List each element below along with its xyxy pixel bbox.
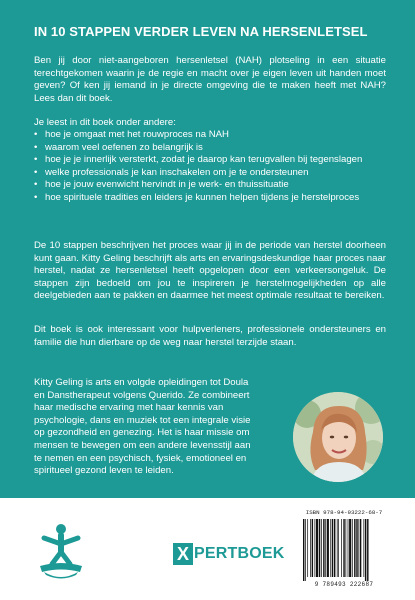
publisher-logo: [173, 542, 285, 566]
barcode-bar: [305, 519, 306, 581]
bullet-symbol: •: [34, 191, 38, 203]
author-bio-line: op gezondheid en genezing. Het is haar missie om: [34, 427, 250, 439]
barcode-bars: [301, 519, 387, 581]
barcode-bar: [332, 519, 333, 577]
author-bio-line: te nemen en een psychisch, fysiek, emotioneel en: [34, 452, 247, 464]
barcode-bar: [312, 519, 313, 577]
barcode-bar: [315, 519, 316, 577]
barcode-bar: [303, 519, 304, 581]
barcode-bar: [358, 519, 359, 577]
isbn-digits: 9 789493 222687: [314, 581, 374, 588]
barcode-bar: [343, 519, 344, 577]
bullet-symbol: •: [34, 179, 38, 191]
isbn-label: ISBN 978-94-93222-68-7: [305, 509, 383, 516]
intro-paragraph: Ben jij door niet-aangeboren hersenletsel (NAH) plotseling in een situatie terechtgekomen waarin je de regie en macht over je eigen leven uit handen moet geven? Of ken jij iemand in je directe omgeving die te maken heeft met NAH? Lees dan dit boek.: [34, 55, 386, 104]
author-bio-line: psychologie, dans en muziek tot een integrale visie: [34, 414, 251, 426]
barcode-bar: [307, 519, 308, 577]
steps-paragraph: De 10 stappen beschrijven het proces waar jij in de periode van herstel doorheen kunt gaan. Kitty Geling beschrijft als arts en ervaringsdeskundige haar proces naar herstel, nadat ze hersenletsel heeft opgelopen door een verkeersongeluk. De stappen zijn bedoeld om jou te inspireren je herstelmogelijkheden op alle deelgebieden aan te pakken en daarmee het meest optimale resultaat te bereiken.: [34, 240, 386, 302]
author-bio-line: en Danstherapeut volgens Querido. Ze combineert: [34, 389, 250, 401]
isbn-barcode: [298, 509, 390, 589]
cover-title: IN 10 STAPPEN VERDER LEVEN NA HERSENLETSEL: [34, 24, 368, 39]
list-intro: Je leest in dit boek onder andere:: [34, 117, 176, 128]
barcode-bar: [348, 519, 349, 577]
bullet-symbol: •: [34, 154, 38, 166]
barcode-bar: [352, 519, 353, 577]
author-bio-line: spiritueel gezond leven te leiden.: [34, 465, 174, 477]
list-item: • hoe je je innerlijk versterkt, zodat je daarop kan terugvallen bij tegenslagen: [34, 154, 363, 166]
author-bio: [34, 377, 284, 478]
audience-paragraph: Dit boek is ook interessant voor hulpverleners, professionele ondersteuners en familie die hun dierbare op de weg naar herstel terzijde staan.: [34, 324, 386, 348]
barcode-bar: [337, 519, 338, 577]
author-bio-line: mensen te bewegen om een andere levensstijl aan: [34, 439, 251, 451]
list-item: • welke professionals je kan inschakelen om je te ondersteunen: [34, 166, 309, 178]
publisher-mark: X: [173, 543, 193, 565]
barcode-bar: [341, 519, 342, 577]
barcode-bar: [310, 519, 311, 577]
list-item: • waarom veel oefenen zo belangrijk is: [34, 141, 203, 153]
barcode-bar: [319, 519, 320, 577]
barcode-bar: [330, 519, 331, 577]
barcode-bar: [345, 519, 346, 577]
barcode-bar: [325, 519, 326, 577]
barcode-bar: [349, 519, 351, 577]
barcode-bar: [321, 519, 322, 577]
barcode-bar: [356, 519, 357, 577]
barcode-bar: [365, 519, 366, 581]
list-item: • hoe spirituele tradities en leiders je kunnen helpen tijdens je herstelproces: [34, 191, 360, 203]
bullet-symbol: •: [34, 166, 38, 178]
author-bio-line: haar medische ervaring met haar kennis van: [34, 402, 224, 414]
author-bio-line: Kitty Geling is arts en volgde opleidingen tot Doula: [34, 377, 249, 388]
topic-list: [34, 129, 386, 205]
barcode-bar: [367, 519, 368, 581]
barcode-bar: [334, 519, 335, 577]
barcode-bar: [327, 519, 329, 577]
author-portrait-illustration: [293, 392, 383, 482]
barcode-bar: [360, 519, 361, 577]
barcode-bar: [354, 519, 355, 577]
bullet-symbol: •: [34, 141, 38, 153]
barcode-bar: [316, 519, 318, 577]
author-portrait: [293, 392, 383, 482]
barcode-bar: [338, 519, 339, 577]
list-item: • hoe je jouw evenwicht hervindt in je werk- en thuissituatie: [34, 179, 289, 191]
publisher-name: PERTBOEK: [194, 545, 285, 562]
bullet-symbol: •: [34, 129, 38, 140]
barcode-bar: [323, 519, 324, 577]
list-item: • hoe je omgaat met het rouwproces na NAH: [34, 129, 229, 140]
barcode-bar: [363, 519, 364, 577]
person-balancing-on-board-icon: [30, 520, 92, 582]
